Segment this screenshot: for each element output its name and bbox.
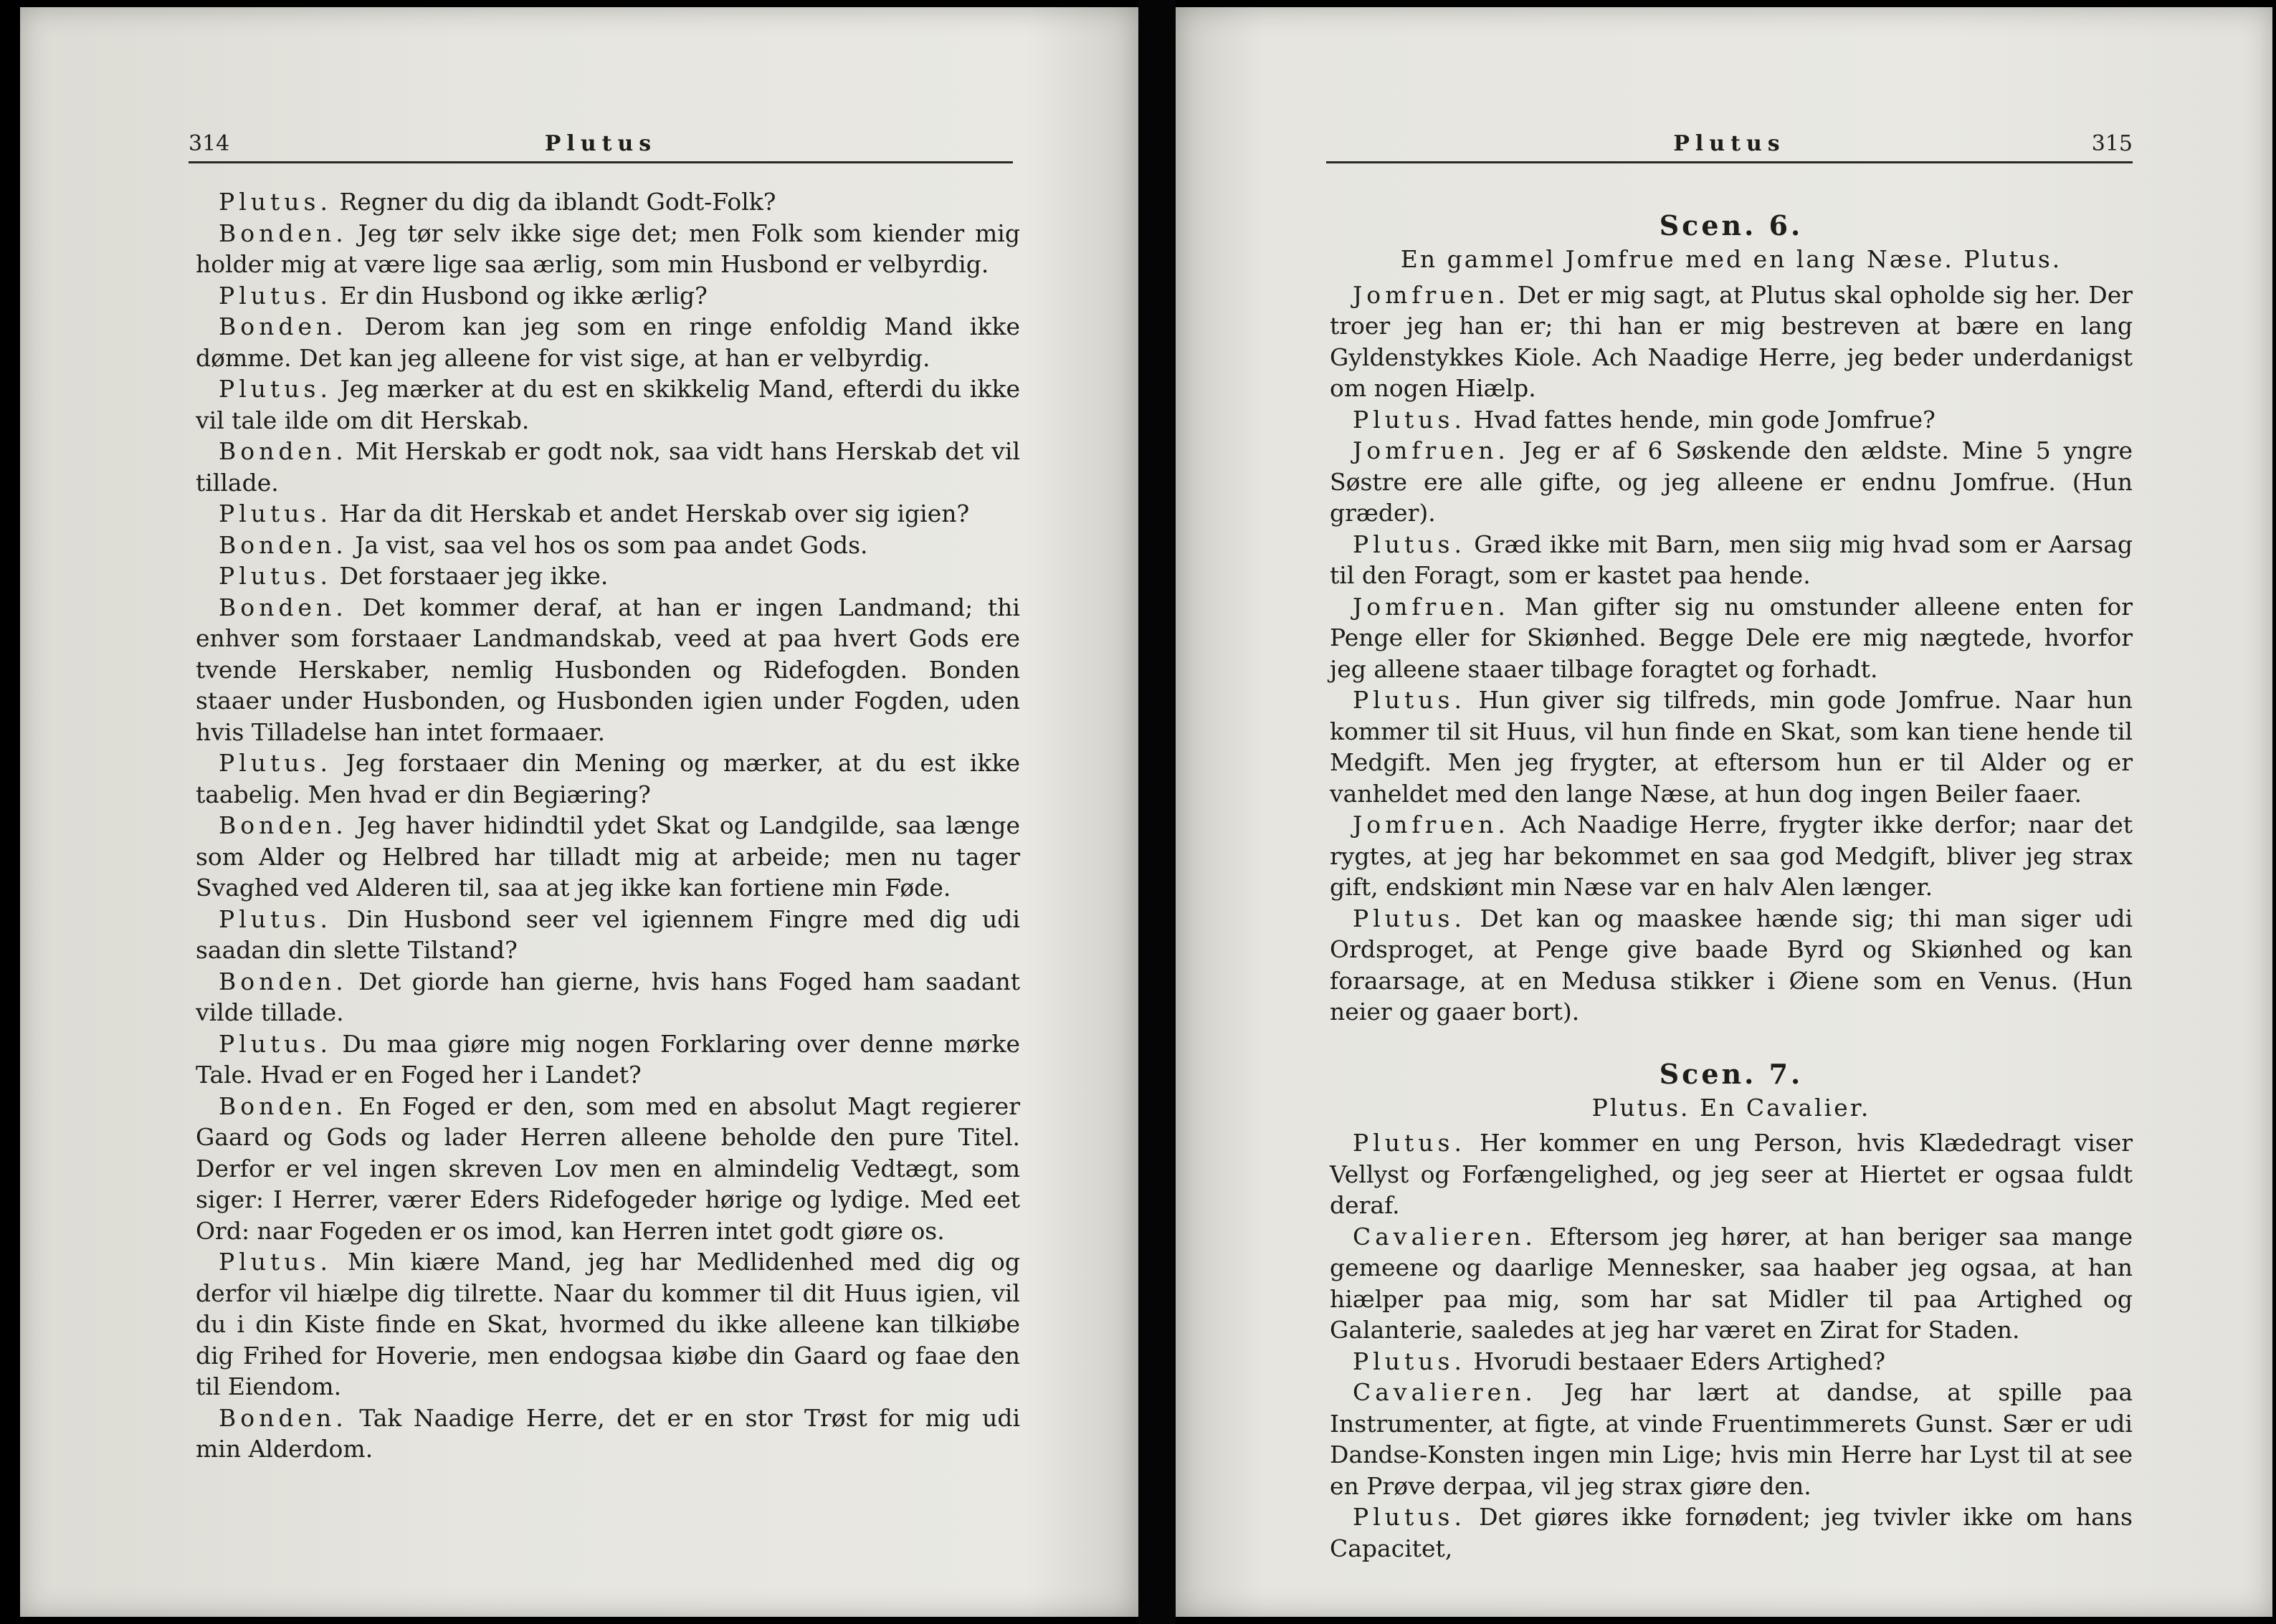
dialogue-text: Har da dit Herskab et andet Herskab over sig igien? xyxy=(331,500,970,527)
scene-body xyxy=(1330,1127,2133,1564)
dialogue-paragraph xyxy=(196,592,1020,748)
dialogue-text: Det giorde han gierne, hvis hans Foged ham saadant vilde tillade. xyxy=(196,967,1020,1026)
scene-cast: Plutus. En Cavalier. xyxy=(1591,1093,1871,1122)
speaker-name: Plutus. xyxy=(1353,1129,1466,1157)
speaker-name: Jomfruen. xyxy=(1353,811,1510,839)
dialogue-paragraph xyxy=(1330,404,2133,436)
speaker-name: Plutus. xyxy=(219,904,332,933)
speaker-name: Plutus. xyxy=(219,281,332,310)
dialogue-text: Man gifter sig nu omstunder alleene enten for Penge eller for Skiønhed. Begge Dele ere mig nægtede, hvorfor jeg alleene staaer tilbage foragtet og forhadt. xyxy=(1330,592,2133,683)
speaker-name: Bonden. xyxy=(219,530,348,559)
dialogue-paragraph xyxy=(1330,591,2133,685)
running-title: Plutus xyxy=(544,131,657,156)
dialogue-text: Jeg forstaaer din Mening og mærker, at du est ikke taabelig. Men hvad er din Begiæring? xyxy=(196,749,1020,808)
dialogue-text: Derom kan jeg som en ringe enfoldig Mand ikke dømme. Det kan jeg alleene for vist sige, at han er velbyrdig. xyxy=(196,312,1020,372)
dialogue-text: Jeg har lært at dandse, at spille paa Instrumenter, at figte, at vinde Fruentimmerets Gunst. Sær er udi Dandse-Konsten ingen min Lige; hvis min Herre har Lyst til at see en Prøve derpaa, vil jeg strax giøre den. xyxy=(1330,1378,2133,1500)
dialogue-paragraph xyxy=(196,436,1020,498)
dialogue-text: Jeg tør selv ikke sige det; men Folk som kiender mig holder mig at være lige saa ærlig, som min Husbond er velbyrdig. xyxy=(196,219,1020,278)
speaker-name: Plutus. xyxy=(1353,686,1466,714)
dialogue-text: Din Husbond seer vel igiennem Fingre med dig udi saadan din slette Tilstand? xyxy=(196,904,1020,964)
right-page-header xyxy=(1326,125,2133,163)
dialogue-paragraph xyxy=(1330,1221,2133,1346)
dialogue-paragraph xyxy=(196,1403,1020,1465)
dialogue-text: Græd ikke mit Barn, men siig mig hvad som er Aarsag til den Foragt, som er kastet paa hende. xyxy=(1330,530,2133,589)
dialogue-text: Jeg haver hidindtil ydet Skat og Landgilde, saa længe som Alder og Helbred har tilladt mig at arbeide; men nu tager Svaghed ved Alderen til, saa at jeg ikke kan fortiene min Føde. xyxy=(196,811,1020,902)
dialogue-paragraph xyxy=(196,904,1020,966)
dialogue-paragraph xyxy=(1330,809,2133,903)
speaker-name: Plutus. xyxy=(219,375,332,403)
dialogue-text: Ja vist, saa vel hos os som paa andet Gods. xyxy=(347,530,868,559)
speaker-name: Jomfruen. xyxy=(1353,436,1510,464)
book-gutter xyxy=(1138,0,1176,1624)
dialogue-paragraph xyxy=(1330,1377,2133,1501)
dialogue-paragraph xyxy=(1330,529,2133,591)
dialogue-paragraph xyxy=(1330,684,2133,809)
dialogue-paragraph xyxy=(196,966,1020,1028)
dialogue-text: Regner du dig da iblandt Godt-Folk? xyxy=(331,188,776,216)
speaker-name: Bonden. xyxy=(219,1092,348,1120)
dialogue-text: Hvorudi bestaaer Eders Artighed? xyxy=(1465,1347,1886,1375)
speaker-name: Jomfruen. xyxy=(1353,280,1510,309)
dialogue-paragraph xyxy=(196,1246,1020,1403)
speaker-name: Bonden. xyxy=(219,219,348,247)
speaker-name: Cavalieren. xyxy=(1353,1222,1537,1251)
dialogue-text: Du maa giøre mig nogen Forklaring over denne mørke Tale. Hvad er en Foged her i Landet? xyxy=(196,1029,1020,1089)
speaker-name: Plutus. xyxy=(1353,904,1466,932)
scene-body xyxy=(1330,280,2133,1028)
speaker-name: Bonden. xyxy=(219,593,348,621)
right-page-text xyxy=(1330,208,2133,1564)
dialogue-text: Det er mig sagt, at Plutus skal opholde sig her. Der troer jeg han er; thi han er mig bestreven at bære en lang Gyldenstykkes Kiole. Ach Naadige Herre, jeg beder underdanigst om nogen Hiælp. xyxy=(1330,280,2133,402)
speaker-name: Jomfruen. xyxy=(1353,592,1510,621)
dialogue-paragraph xyxy=(1330,1127,2133,1221)
speaker-name: Bonden. xyxy=(219,967,348,995)
scene-heading: Scen. 7. xyxy=(1659,1057,1804,1090)
dialogue-text: Mit Herskab er godt nok, saa vidt hans Herskab det vil tillade. xyxy=(196,437,1020,497)
dialogue-paragraph xyxy=(196,311,1020,373)
right-page xyxy=(1176,7,2272,1617)
dialogue-text: Hun giver sig tilfreds, min gode Jomfrue. Naar hun kommer til sit Huus, vil hun finde en Skat, som kan tiene hende til Medgift. Men jeg frygter, at eftersom hun er til Alder og er vanheldet med den lange Næse, at hun dog ingen Beiler faaer. xyxy=(1330,686,2133,808)
speaker-name: Plutus. xyxy=(219,749,332,777)
dialogue-paragraph xyxy=(196,1091,1020,1247)
dialogue-paragraph xyxy=(196,530,1020,561)
speaker-name: Bonden. xyxy=(219,811,348,839)
dialogue-paragraph xyxy=(196,498,1020,530)
speaker-name: Plutus. xyxy=(219,1029,332,1058)
speaker-name: Bonden. xyxy=(219,437,348,465)
dialogue-paragraph xyxy=(1330,903,2133,1028)
dialogue-text: Her kommer en ung Person, hvis Klædedragt viser Vellyst og Forfængelighed, og jeg seer at Hiertet er ogsaa fuldt deraf. xyxy=(1330,1129,2133,1219)
running-title: Plutus xyxy=(1673,131,1786,156)
dialogue-text: Det kommer deraf, at han er ingen Landmand; thi enhver som forstaaer Landmandskab, veed at paa hvert Gods ere tvende Herskaber, nemlig Husbonden og Ridefogden. Bonden staaer under Husbonden, og Husbonden igien under Fogden, uden hvis Tilladelse han intet formaaer. xyxy=(196,593,1020,746)
dialogue-text: Eftersom jeg hører, at han beriger saa mange gemeene og daarlige Mennesker, saa haaber jeg ogsaa, at han hiælper paa mig, som har sat Midler til paa Artighed og Galanterie, saaledes at jeg har været en Zirat for Staden. xyxy=(1330,1222,2133,1344)
dialogue-paragraph xyxy=(1330,280,2133,404)
dialogue-paragraph xyxy=(1330,435,2133,529)
dialogue-paragraph xyxy=(196,747,1020,810)
dialogue-paragraph xyxy=(196,186,1020,218)
dialogue-text: Jeg er af 6 Søskende den ældste. Mine 5 yngre Søstre ere alle gifte, og jeg alleene er endnu Jomfrue. (Hun græder). xyxy=(1330,436,2133,527)
dialogue-text: Er din Husbond og ikke ærlig? xyxy=(331,281,708,310)
dialogue-text: En Foged er den, som med en absolut Magt regierer Gaard og Gods og lader Herren alleene beholde den pure Titel. Derfor er vel ingen skreven Lov men en almindelig Vedtægt, som siger: I Herrer, værer Eders Ridefogeder hørige og lydige. Med eet Ord: naar Fogeden er os imod, kan Herren intet godt giøre os. xyxy=(196,1092,1020,1245)
dialogue-paragraph xyxy=(196,373,1020,436)
speaker-name: Plutus. xyxy=(1353,1503,1466,1531)
dialogue-paragraph xyxy=(196,1028,1020,1091)
dialogue-text: Det giøres ikke fornødent; jeg tvivler ikke om hans Capacitet, xyxy=(1330,1503,2133,1562)
dialogue-text: Det kan og maaskee hænde sig; thi man siger udi Ordsproget, at Penge give baade Byrd og Skiønhed og kan foraarsage, at en Medusa stikker i Øiene som en Venus. (Hun neier og gaaer bort). xyxy=(1330,904,2133,1026)
speaker-name: Plutus. xyxy=(219,562,332,590)
dialogue-text: Min kiære Mand, jeg har Medlidenhed med dig og derfor vil hiælpe dig tilrette. Naar du kommer til dit Huus igien, vil du i din Kiste finde en Skat, hvormed du ikke alleene kan tilkiøbe dig Frihed for Hoverie, men endogsaa kiøbe din Gaard og faae den til Eiendom. xyxy=(196,1248,1020,1400)
speaker-name: Plutus. xyxy=(219,1248,332,1276)
dialogue-paragraph xyxy=(196,810,1020,904)
scene-heading: Scen. 6. xyxy=(1659,209,1804,242)
dialogue-text: Jeg mærker at du est en skikkelig Mand, efterdi du ikke vil tale ilde om dit Herskab. xyxy=(196,375,1020,434)
left-page-header xyxy=(189,125,1013,163)
dialogue-paragraph xyxy=(1330,1501,2133,1564)
dialogue-paragraph xyxy=(196,560,1020,592)
speaker-name: Plutus. xyxy=(219,188,332,216)
dialogue-text: Ach Naadige Herre, frygter ikke derfor; naar det rygtes, at jeg har bekommet en saa god Medgift, bliver jeg strax gift, endskiønt min Næse var en halv Alen længer. xyxy=(1330,811,2133,901)
speaker-name: Cavalieren. xyxy=(1353,1378,1537,1406)
left-page-text xyxy=(196,186,1020,1465)
dialogue-paragraph xyxy=(196,218,1020,280)
dialogue-paragraph xyxy=(1330,1346,2133,1377)
page-number: 315 xyxy=(2091,131,2133,156)
speaker-name: Plutus. xyxy=(1353,1347,1466,1375)
page-number: 314 xyxy=(189,131,230,156)
speaker-name: Plutus. xyxy=(1353,405,1466,434)
speaker-name: Bonden. xyxy=(219,312,348,340)
scene-cast: En gammel Jomfrue med en lang Næse. Plutus. xyxy=(1400,245,2062,273)
dialogue-text: Det forstaaer jeg ikke. xyxy=(331,562,609,590)
speaker-name: Plutus. xyxy=(1353,530,1466,558)
left-page xyxy=(20,7,1138,1617)
speaker-name: Plutus. xyxy=(219,500,332,527)
dialogue-paragraph xyxy=(196,280,1020,312)
speaker-name: Bonden. xyxy=(219,1403,348,1432)
dialogue-text: Tak Naadige Herre, det er en stor Trøst for mig udi min Alderdom. xyxy=(196,1403,1020,1463)
dialogue-text: Hvad fattes hende, min gode Jomfrue? xyxy=(1465,405,1935,434)
